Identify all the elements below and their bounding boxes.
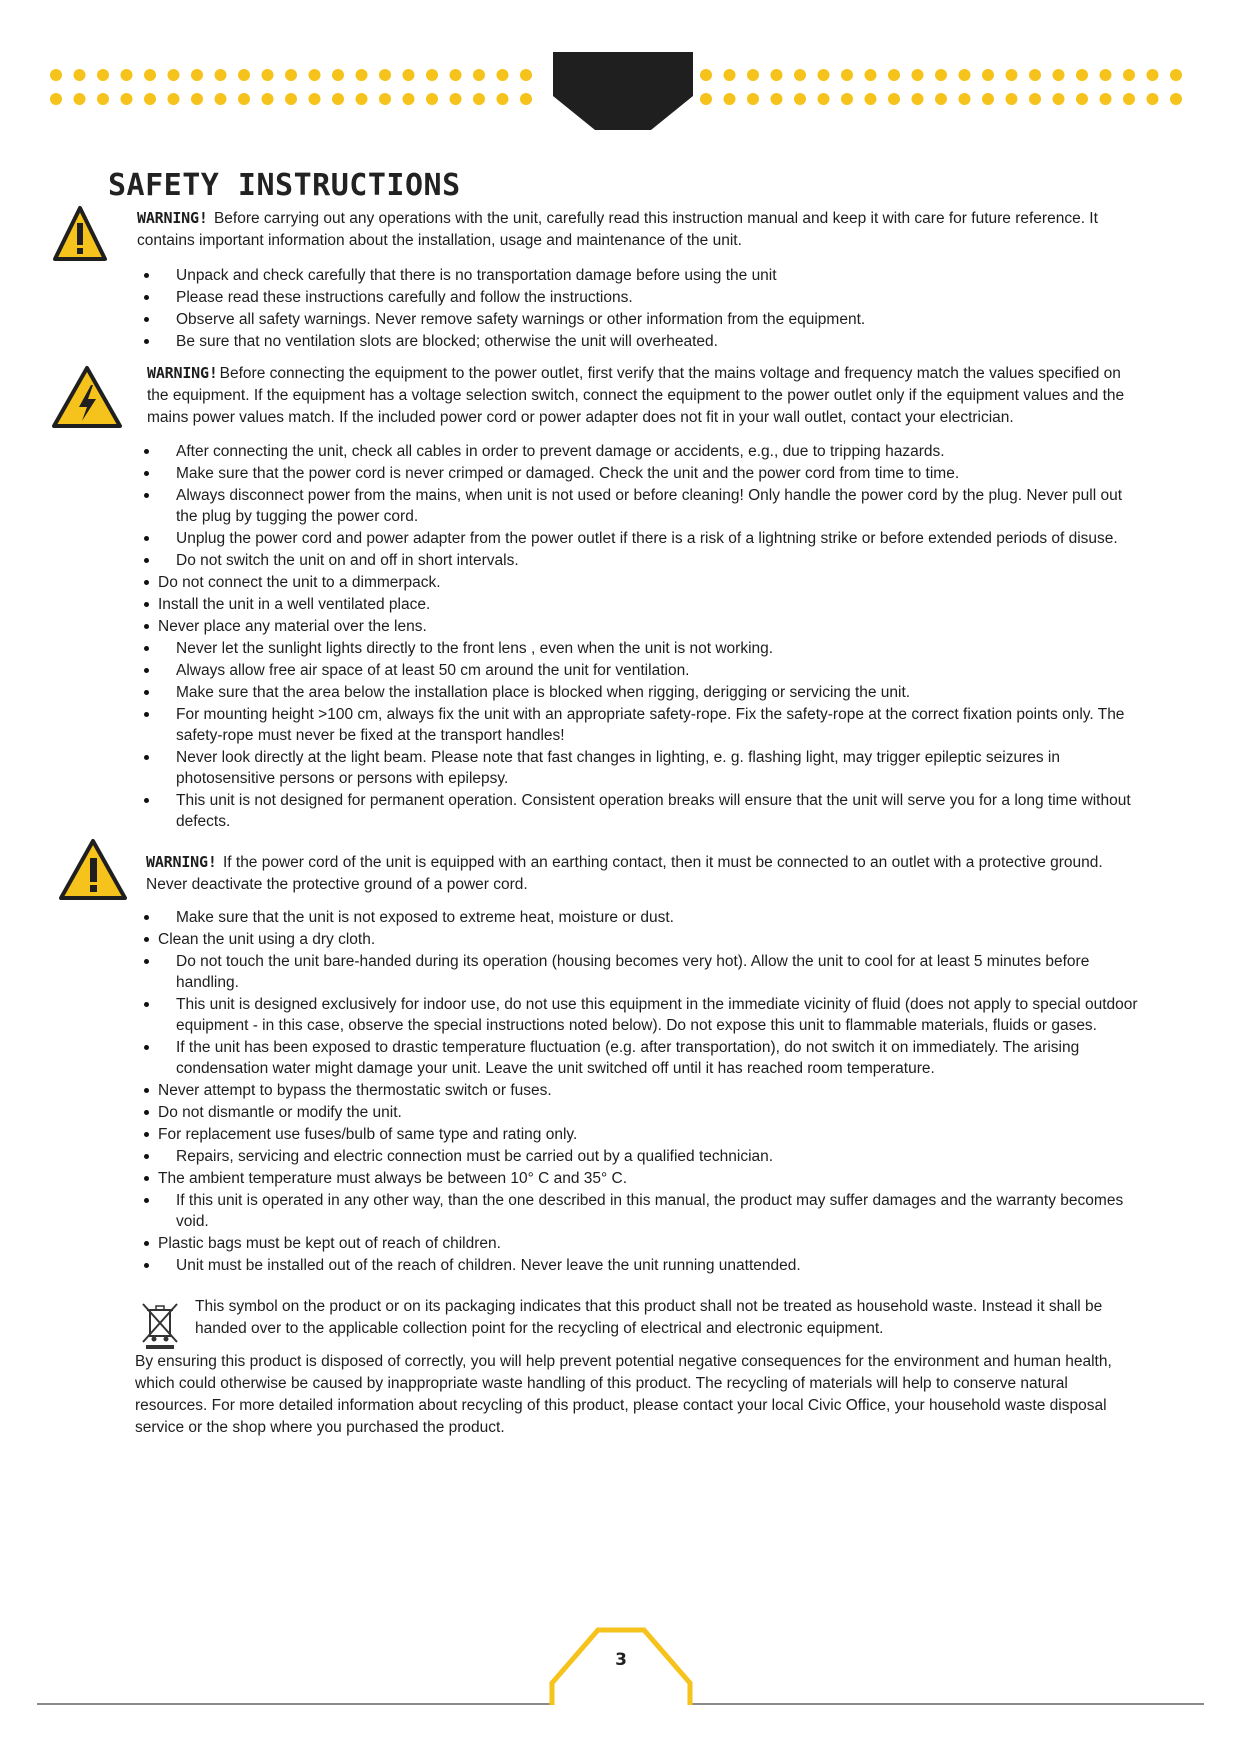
decorative-dot [191, 69, 203, 81]
list-item: Plastic bags must be kept out of reach of children. [140, 1233, 1140, 1254]
decorative-dot [700, 69, 712, 81]
list-item: Always disconnect power from the mains, when unit is not used or before cleaning! Only handle the power cord by the plug. Never pull out the plug by tugging the power cord. [140, 485, 1140, 527]
decorative-dot [144, 69, 156, 81]
decorative-dot [1170, 69, 1182, 81]
decorative-dot [356, 93, 368, 105]
decorative-dot [1147, 93, 1159, 105]
decorative-dot [426, 93, 438, 105]
decorative-dot [497, 93, 509, 105]
list-item: Unpack and check carefully that there is no transportation damage before using the unit [140, 265, 1140, 286]
decorative-dot [865, 93, 877, 105]
list-item: Unplug the power cord and power adapter from the power outlet if there is a risk of a lightning strike or before extended periods of disuse. [140, 528, 1140, 549]
decorative-dot [794, 93, 806, 105]
decorative-dot [262, 69, 274, 81]
list-item: Make sure that the power cord is never crimped or damaged. Check the unit and the power cord from time to time. [140, 463, 1140, 484]
decorative-dot [403, 69, 415, 81]
warning-text: Before connecting the equipment to the power outlet, first verify that the mains voltage and frequency match the values specified on the equipment. If the equipment has a voltage selection switch, connect the equipment to the power outlet only if the equipment values and the mains power values match. If the included power cord or power adapter does not fit in your wall outlet, contact your electrician. [147, 365, 1125, 426]
decorative-dot [982, 69, 994, 81]
header-tab [553, 52, 693, 137]
weee-notice: This symbol on the product or on its packaging indicates that this product shall not be treated as household waste. Instead it shall be handed over to the applicable collection point for the recycling of electrical and electronic equipment. [195, 1298, 1103, 1337]
decorative-dot [262, 93, 274, 105]
decorative-dot [356, 69, 368, 81]
disposal-paragraph: By ensuring this product is disposed of correctly, you will help prevent potential negative consequences for the environment and human health, which could otherwise be caused by inappropriate waste handling of this product. The recycling of materials will help to conserve natural resources. For more detailed information about recycling of this product, please contact your local Civic Office, your household waste disposal service or the shop where you purchased the product. [135, 1353, 1112, 1436]
list-item: Be sure that no ventilation slots are blocked; otherwise the unit will overheated. [140, 331, 1140, 352]
decorative-dot [168, 69, 180, 81]
crossed-bin-icon [140, 1300, 180, 1355]
decorative-dot [74, 69, 86, 81]
decorative-dot [1170, 93, 1182, 105]
decorative-dot [379, 93, 391, 105]
decorative-dot [1123, 93, 1135, 105]
list-item: If this unit is operated in any other way, than the one described in this manual, the product may suffer damages and the warranty becomes void. [140, 1190, 1140, 1232]
warning-label: WARNING! [146, 853, 217, 871]
list-item: Please read these instructions carefully and follow the instructions. [140, 287, 1140, 308]
list-item: Repairs, servicing and electric connection must be carried out by a qualified technician. [140, 1146, 1140, 1167]
decorative-dot [1053, 69, 1065, 81]
exclamation-warning-icon [58, 838, 128, 907]
decorative-dot [97, 69, 109, 81]
decorative-dot [1006, 93, 1018, 105]
warning-label: WARNING! [147, 364, 218, 382]
decorative-dot [1100, 69, 1112, 81]
decorative-dot [121, 93, 133, 105]
decorative-dot [473, 93, 485, 105]
decorative-dot [794, 69, 806, 81]
warning-text: Before carrying out any operations with the unit, carefully read this instruction manual and keep it with care for future reference. It contains important information about the installation, usage and maintenance of the unit. [137, 210, 1098, 249]
list-item: Never attempt to bypass the thermostatic switch or fuses. [140, 1080, 1140, 1101]
decorative-dot [520, 69, 532, 81]
decorative-dot [1053, 93, 1065, 105]
decorative-dot [1029, 69, 1041, 81]
decorative-dot [332, 93, 344, 105]
decorative-dot [50, 93, 62, 105]
decorative-dot [818, 69, 830, 81]
decorative-dot [818, 93, 830, 105]
decorative-dot [473, 69, 485, 81]
decorative-dot [912, 69, 924, 81]
list-item: Never place any material over the lens. [140, 616, 1140, 637]
decorative-dot [935, 93, 947, 105]
list-item: Make sure that the unit is not exposed to extreme heat, moisture or dust. [140, 907, 1140, 928]
decorative-dot [912, 93, 924, 105]
warning-label: WARNING! [137, 209, 208, 227]
decorative-dot [1100, 93, 1112, 105]
decorative-dot [215, 69, 227, 81]
list-item: Observe all safety warnings. Never remove safety warnings or other information from the equipment. [140, 309, 1140, 330]
list-item: Clean the unit using a dry cloth. [140, 929, 1140, 950]
decorative-dot [771, 93, 783, 105]
decorative-dot [1076, 93, 1088, 105]
list-item: After connecting the unit, check all cables in order to prevent damage or accidents, e.g., due to tripping hazards. [140, 441, 1140, 462]
safety-list-2 [140, 441, 1140, 833]
decorative-dot [450, 93, 462, 105]
list-item: If the unit has been exposed to drastic temperature fluctuation (e.g. after transportation), do not switch it on immediately. The arising condensation water might damage your unit. Leave the unit switched off until it has reached room temperature. [140, 1037, 1140, 1079]
warning-ground [146, 851, 1131, 896]
decorative-dot [865, 69, 877, 81]
decorative-dot [332, 69, 344, 81]
decorative-dot [238, 93, 250, 105]
decorative-dot [747, 93, 759, 105]
list-item: Always allow free air space of at least 50 cm around the unit for ventilation. [140, 660, 1140, 681]
header-dots-left [50, 68, 545, 110]
list-item: Make sure that the area below the installation place is blocked when rigging, derigging or servicing the unit. [140, 682, 1140, 703]
decorative-dot [520, 93, 532, 105]
warning-text: If the power cord of the unit is equipped with an earthing contact, then it must be connected to an outlet with a protective ground. Never deactivate the protective ground of a power cord. [146, 854, 1103, 893]
page-number: 3 [615, 1650, 627, 1670]
decorative-dot [50, 69, 62, 81]
decorative-dot [403, 93, 415, 105]
decorative-dot [497, 69, 509, 81]
decorative-dot [724, 69, 736, 81]
decorative-dot [747, 69, 759, 81]
decorative-dot [841, 69, 853, 81]
decorative-dot [285, 69, 297, 81]
list-item: Install the unit in a well ventilated place. [140, 594, 1140, 615]
decorative-dot [888, 69, 900, 81]
decorative-dot [168, 93, 180, 105]
decorative-dot [700, 93, 712, 105]
list-item: For mounting height >100 cm, always fix the unit with an appropriate safety-rope. Fix the safety-rope at the correct fixation points only. The safety-rope must never be fixed at the transport handles! [140, 704, 1140, 746]
decorative-dot [238, 69, 250, 81]
decorative-dot [450, 69, 462, 81]
list-item: Do not dismantle or modify the unit. [140, 1102, 1140, 1123]
decorative-dot [935, 69, 947, 81]
list-item: For replacement use fuses/bulb of same type and rating only. [140, 1124, 1140, 1145]
decorative-dot [121, 69, 133, 81]
decorative-dot [1123, 69, 1135, 81]
list-item: Unit must be installed out of the reach of children. Never leave the unit running unattended. [140, 1255, 1140, 1276]
decorative-dot [309, 93, 321, 105]
decorative-dot [285, 93, 297, 105]
list-item: The ambient temperature must always be between 10° C and 35° C. [140, 1168, 1140, 1189]
warning-electric [147, 362, 1132, 429]
list-item: This unit is designed exclusively for indoor use, do not use this equipment in the immediate vicinity of fluid (does not apply to special outdoor equipment - in this case, observe the special instructions noted below). Do not expose this unit to flammable materials, fluids or gases. [140, 994, 1140, 1036]
warning-general [137, 207, 1137, 252]
decorative-dot [1006, 69, 1018, 81]
decorative-dot [191, 93, 203, 105]
decorative-dot [724, 93, 736, 105]
list-item: Do not connect the unit to a dimmerpack. [140, 572, 1140, 593]
decorative-dot [379, 69, 391, 81]
list-item: This unit is not designed for permanent operation. Consistent operation breaks will ensure that the unit will serve you for a long time without defects. [140, 790, 1140, 832]
decorative-dot [1076, 69, 1088, 81]
list-item: Do not touch the unit bare-handed during its operation (housing becomes very hot). Allow the unit to cool for at least 5 minutes before handling. [140, 951, 1140, 993]
page-title: SAFETY INSTRUCTIONS [108, 168, 461, 203]
list-item: Never let the sunlight lights directly to the front lens , even when the unit is not working. [140, 638, 1140, 659]
decorative-dot [959, 93, 971, 105]
decorative-dot [426, 69, 438, 81]
decorative-dot [959, 69, 971, 81]
list-item: Do not switch the unit on and off in short intervals. [140, 550, 1140, 571]
decorative-dot [982, 93, 994, 105]
exclamation-warning-icon [53, 205, 107, 268]
decorative-dot [97, 93, 109, 105]
decorative-dot [74, 93, 86, 105]
safety-list-1 [140, 265, 1140, 353]
decorative-dot [888, 93, 900, 105]
decorative-dot [841, 93, 853, 105]
lightning-warning-icon [51, 365, 123, 435]
header-dots-right [700, 68, 1195, 110]
decorative-dot [144, 93, 156, 105]
decorative-dot [771, 69, 783, 81]
decorative-dot [309, 69, 321, 81]
decorative-dot [1147, 69, 1159, 81]
safety-list-3 [140, 907, 1140, 1277]
decorative-dot [1029, 93, 1041, 105]
list-item: Never look directly at the light beam. Please note that fast changes in lighting, e. g. flashing light, may trigger epileptic seizures in photosensitive persons or persons with epilepsy. [140, 747, 1140, 789]
decorative-dot [215, 93, 227, 105]
